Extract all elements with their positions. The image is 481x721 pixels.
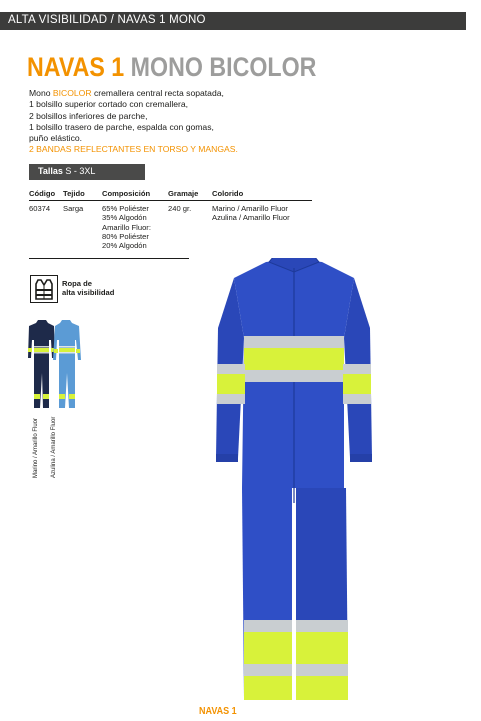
product-description bbox=[29, 88, 289, 156]
composition-line: 20% Algodón bbox=[102, 241, 147, 251]
hi-vis-vest-icon bbox=[30, 275, 58, 303]
color-option: Azulina / Amarillo Fluor bbox=[212, 213, 290, 223]
spec-colors bbox=[212, 201, 312, 251]
desc-line3: 2 bolsillos inferiores de parche, bbox=[29, 110, 148, 121]
spec-header-fabric: Tejido bbox=[63, 188, 102, 201]
desc-highlight: BICOLOR bbox=[52, 88, 92, 98]
composition-line: Amarillo Fluor: bbox=[102, 222, 151, 232]
composition-line: 65% Poliéster bbox=[102, 204, 149, 213]
section-header-text: ALTA VISIBILIDAD / NAVAS 1 MONO bbox=[8, 14, 206, 26]
desc-line1-prefix: Mono bbox=[29, 88, 53, 98]
desc-line2: 1 bolsillo superior cortado con cremallera, bbox=[29, 99, 189, 110]
spec-weight: 240 gr. bbox=[168, 204, 192, 213]
azulina-coverall-thumb bbox=[53, 320, 81, 408]
spec-header-code: Código bbox=[29, 188, 63, 201]
composition-line: 80% Poliéster bbox=[102, 231, 149, 241]
color-option: Marino / Amarillo Fluor bbox=[212, 204, 288, 213]
page-footer-model: NAVAS 1 bbox=[199, 706, 237, 717]
coverall-product-image bbox=[214, 258, 374, 720]
desc-line5: puño elástico. bbox=[29, 133, 83, 144]
divider bbox=[29, 258, 189, 259]
product-title bbox=[27, 52, 316, 83]
table-row bbox=[29, 201, 312, 251]
hi-vis-label bbox=[62, 279, 114, 297]
spec-code: 60374 bbox=[29, 204, 51, 213]
desc-line4: 1 bolsillo trasero de parche, espalda con gomas, bbox=[29, 121, 214, 132]
spec-table bbox=[29, 188, 312, 250]
composition-line: 35% Algodón bbox=[102, 213, 147, 223]
spec-composition bbox=[102, 201, 168, 251]
product-title-type: MONO BICOLOR bbox=[130, 52, 317, 82]
navy-coverall-thumb bbox=[28, 320, 55, 408]
hi-vis-label-line1: Ropa de bbox=[62, 279, 92, 288]
hi-vis-label-line2: alta visibilidad bbox=[62, 288, 115, 297]
variant-label-navy: Marino / Amarillo Fluor bbox=[33, 417, 39, 478]
spec-fabric: Sarga bbox=[63, 204, 84, 213]
spec-table-header bbox=[29, 188, 312, 201]
product-title-model: NAVAS 1 bbox=[27, 52, 125, 82]
spec-header-composition: Composición bbox=[102, 188, 168, 201]
color-variants-thumbnail bbox=[26, 318, 88, 418]
sizes-label: Tallas bbox=[38, 166, 63, 176]
section-header-bar bbox=[0, 12, 466, 30]
spec-header-weight: Gramaje bbox=[168, 188, 212, 201]
sizes-value: S - 3XL bbox=[65, 166, 96, 176]
desc-reflective-note: 2 BANDAS REFLECTANTES EN TORSO Y MANGAS. bbox=[29, 144, 238, 155]
desc-line1-suffix: cremallera central recta sopatada, bbox=[91, 88, 224, 98]
spec-header-colors: Colorido bbox=[212, 188, 312, 201]
variant-label-azulina: Azulina / Amarillo Fluor bbox=[51, 416, 57, 478]
sizes-badge bbox=[29, 164, 145, 180]
